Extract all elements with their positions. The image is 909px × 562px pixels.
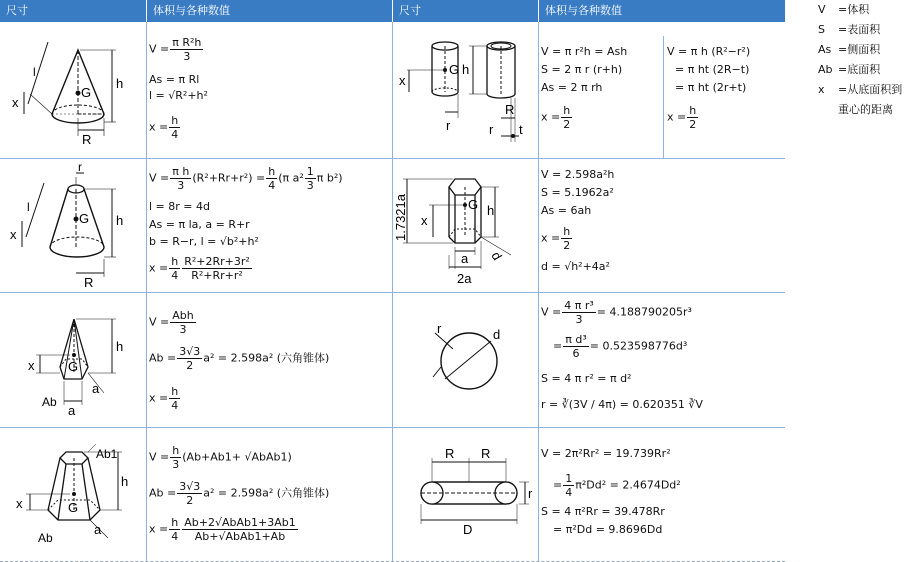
header-dimension-1: 尺寸 xyxy=(0,0,146,22)
svg-text:2a: 2a xyxy=(457,271,472,286)
svg-text:a: a xyxy=(94,522,102,537)
legend-row: Ab =底面积 xyxy=(818,63,881,76)
svg-text:1.7321a: 1.7321a xyxy=(393,194,408,241)
svg-text:h: h xyxy=(116,76,124,91)
hex-frustum-formulas: V = $\frac{h}{3}$ (Ab+Ab1+ √AbAb1) Ab = $\frac{3√3}{2}$ a² = 2.598a² (六角锥体) x = $\frac{h}{4}$ $\frac{\text{Ab+2√AbAb1+3Ab1}}{\text{Ab+√AbAb1+Ab}}$ xyxy=(149,444,330,543)
svg-text:r: r xyxy=(528,486,533,501)
svg-text:h: h xyxy=(462,62,470,77)
header-values-2: 体积与各种数值 xyxy=(539,0,785,22)
svg-text:a: a xyxy=(92,381,100,396)
svg-text:r: r xyxy=(437,321,442,336)
svg-text:h: h xyxy=(116,339,124,354)
svg-text:r: r xyxy=(446,118,451,133)
svg-text:h: h xyxy=(116,213,124,228)
torus-formulas: V = 2π²Rr² = 19.739Rr² = $\frac{1}{4}$ π²Dd² = 2.4674Dd² S = 4 π²Rr = 39.478Rr = π²Dd = 9.8696Dd xyxy=(541,447,681,536)
hex-frustum-figure xyxy=(0,428,146,562)
svg-text:a: a xyxy=(461,251,469,266)
svg-text:x: x xyxy=(12,95,19,110)
cylinder-figure xyxy=(393,22,538,158)
svg-text:G: G xyxy=(68,500,79,515)
legend-row: S =表面积 xyxy=(818,23,881,36)
frustum-figure xyxy=(0,159,146,292)
cone-formulas: V = $\frac{\text{π R²h}}{3}$ As = π Rl l = √R²+h² x = $\frac{h}{4}$ xyxy=(149,36,208,141)
hex-prism-figure xyxy=(393,159,538,292)
svg-text:Ab1: Ab1 xyxy=(96,447,118,461)
cone-figure xyxy=(0,22,146,158)
svg-text:Ab: Ab xyxy=(42,395,57,409)
svg-text:r: r xyxy=(489,122,494,137)
cylinder-formulas: V = π r²h = Ash S = 2 π r (r+h) As = 2 π rh x = $\frac{h}{2}$ V = π h (R²−r²) = π ht (2R−t) = π ht (2r+t) x = $\frac{h}{2}$ xyxy=(541,45,751,131)
svg-text:R: R xyxy=(82,132,92,147)
hex-pyramid-figure xyxy=(0,293,146,427)
svg-text:a: a xyxy=(68,403,76,418)
legend-row: 重心的距离 xyxy=(838,103,893,116)
svg-text:d: d xyxy=(488,249,506,263)
svg-text:h: h xyxy=(487,203,495,218)
svg-text:l: l xyxy=(33,65,36,79)
svg-text:x: x xyxy=(399,73,406,88)
svg-text:R: R xyxy=(505,102,515,117)
sphere-formulas: V = $\frac{\text{4 π r³}}{3}$ = 4.188790205r³ = $\frac{\text{π d³}}{6}$ = 0.523598776d³ S = 4 π r² = π d² r = ∛(3V / 4π) = 0.620351 ∛V xyxy=(541,299,703,411)
legend xyxy=(818,0,902,120)
svg-text:Ab: Ab xyxy=(38,531,53,545)
svg-text:G: G xyxy=(449,62,460,77)
legend-row: x =从底面积到 xyxy=(818,83,903,96)
header-dimension-2: 尺寸 xyxy=(393,0,538,22)
svg-text:R: R xyxy=(84,275,94,290)
header-values-1: 体积与各种数值 xyxy=(147,0,392,22)
svg-text:R: R xyxy=(481,446,491,461)
frustum-formulas: V = $\frac{\text{π h}}{3}$ (R²+Rr+r²) = $\frac{h}{4}$ (π a² $\frac{1}{3}$ π b²) l = 8r = 4d As = π la, a = R+r b = R−r, l = √b²+h² x = $\frac{h}{4}$ $\frac{\text{R²+2Rr+3r²}}{\text{R²+Rr+r²}}$ xyxy=(149,165,343,282)
svg-text:h: h xyxy=(121,474,129,489)
svg-text:D: D xyxy=(463,522,473,537)
svg-text:x: x xyxy=(10,227,17,242)
svg-text:x: x xyxy=(28,358,35,373)
svg-text:t: t xyxy=(519,122,523,137)
torus-figure xyxy=(393,428,538,562)
svg-text:d: d xyxy=(493,327,501,342)
svg-text:x: x xyxy=(16,496,23,511)
legend-row: V =体积 xyxy=(818,3,870,16)
svg-text:G: G xyxy=(468,197,479,212)
hex-prism-formulas: V = 2.598a²h S = 5.1962a² As = 6ah x = $\frac{h}{2}$ d = √h²+4a² xyxy=(541,168,615,273)
hex-pyramid-formulas: V = $\frac{\text{Abh}}{3}$ Ab = $\frac{3√3}{2}$ a² = 2.598a² (六角锥体) x = $\frac{h}{4}$ xyxy=(149,309,330,412)
svg-text:R: R xyxy=(445,446,455,461)
svg-text:G: G xyxy=(68,359,79,374)
svg-text:G: G xyxy=(79,211,90,226)
sphere-figure xyxy=(393,293,538,427)
svg-text:r: r xyxy=(78,160,82,174)
svg-text:G: G xyxy=(81,85,92,100)
svg-text:l: l xyxy=(27,200,30,214)
legend-row: As =侧面积 xyxy=(818,43,881,56)
svg-text:x: x xyxy=(421,213,428,228)
